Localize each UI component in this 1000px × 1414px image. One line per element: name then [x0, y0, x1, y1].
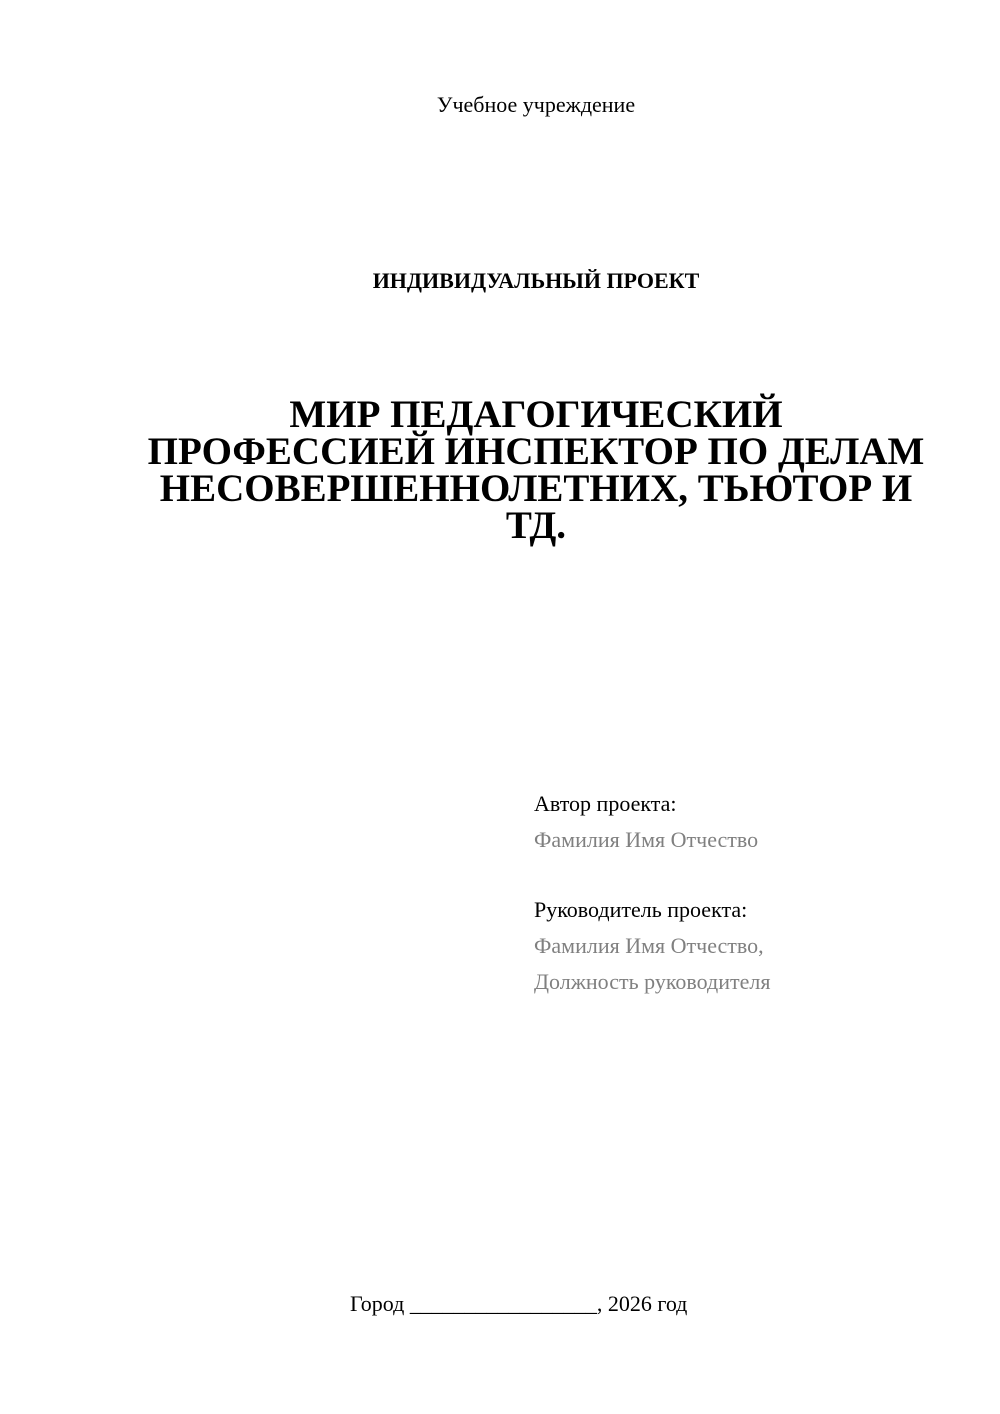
author-block [534, 786, 758, 858]
city-year-footer: Город _________________, 2026 год [350, 1291, 688, 1316]
project-title-line: МИР ПЕДАГОГИЧЕСКИЙ [289, 393, 783, 436]
supervisor-name: Фамилия Имя Отчество, [534, 933, 764, 958]
project-title-line: ТД. [505, 504, 567, 547]
supervisor-position: Должность руководителя [534, 969, 771, 994]
institution-name: Учебное учреждение [436, 92, 636, 117]
supervisor-label: Руководитель проекта: [534, 897, 748, 922]
author-name: Фамилия Имя Отчество [534, 827, 759, 852]
project-title-line: ПРОФЕССИЕЙ ИНСПЕКТОР ПО ДЕЛАМ [147, 430, 925, 473]
project-title [136, 393, 936, 547]
supervisor-block [534, 892, 770, 1000]
project-type-heading: ИНДИВИДУАЛЬНЫЙ ПРОЕКТ [372, 268, 700, 293]
author-label: Автор проекта: [534, 791, 677, 816]
project-title-line: НЕСОВЕРШЕННОЛЕТНИХ, ТЬЮТОР И [159, 467, 913, 510]
